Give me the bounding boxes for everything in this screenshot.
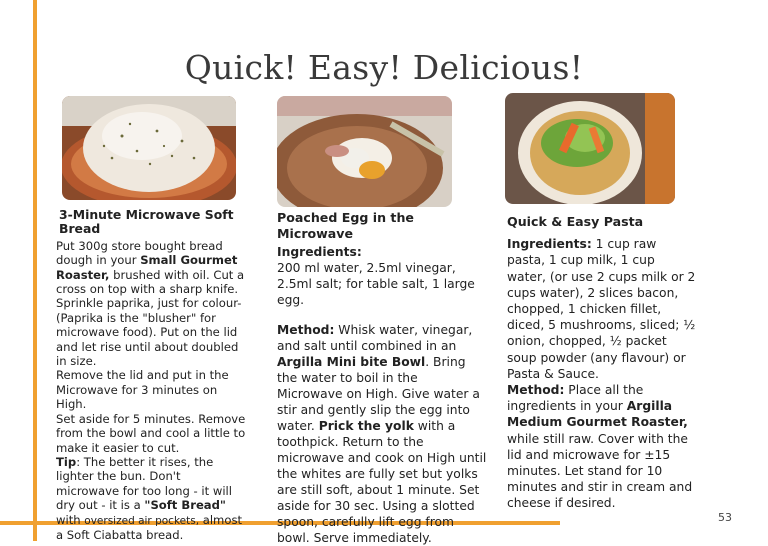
recipe-step: Remove the lid and put in the Microwave for 3 minutes on High. xyxy=(56,368,229,412)
recipe-pasta xyxy=(507,214,697,512)
ingredients-text: 200 ml water, 2.5ml vinegar, 2.5ml salt; for table salt, 1 large egg. xyxy=(277,261,475,307)
ingredients-text: Ingredients: 1 cup raw pasta, 1 cup milk, 1 cup water, (or use 2 cups milk or 2 cups water), 2 slices bacon, chopped, 1 chicken fillet, diced, 5 mushrooms, sliced; ½ onion, chopped, ½ packet soup powder (any flavour) or Pasta & Sauce. xyxy=(507,237,696,381)
page-title: Quick! Easy! Delicious! xyxy=(184,48,584,87)
page-number: 53 xyxy=(718,511,732,524)
recipe-step: Put 300g store bought bread dough in your Small Gourmet Roaster, brushed with oil. Cut a cross on top with a sharp knife. Sprinkle paprika, just for colour- (Paprika is the "blusher" for microwave food). Put on the lid and let rise until about doubled in size. xyxy=(56,238,245,369)
method-text: Method: Place all the ingredients in your Argilla Medium Gourmet Roaster, while still raw. Cover with the lid and microwave for ±15 minutes. Let stand for 10 minutes and stir in cream and cheese if desired. xyxy=(507,383,693,511)
method-text: Method: Whisk water, vinegar, and salt until combined in an Argilla Mini bite Bowl. Bring the water to boil in the Microwave on High. Give water a stir and gently slip the egg into water. Prick the yolk with a toothpick. Return to the microwave and cook on High until the whites are fully set but yolks are still soft, about 1 minute. Set aside for 30 sec. Using a slotted spoon, carefully lift egg from bowl. Serve immediately. xyxy=(277,323,487,545)
recipe-poached-egg xyxy=(277,210,487,546)
recipe-step: Set aside for 5 minutes. Remove from the bowl and cool a little to make it easier to cut. xyxy=(56,411,246,455)
recipe-soft-bread xyxy=(56,208,246,542)
recipe-title: Quick & Easy Pasta xyxy=(507,214,644,229)
bread-photo xyxy=(62,96,236,200)
recipe-title: 3-Minute Microwave Soft Bread xyxy=(59,207,234,237)
poached-egg-photo xyxy=(277,96,452,207)
ingredients-label: Ingredients: xyxy=(277,245,362,259)
pasta-photo xyxy=(505,93,675,204)
recipe-tip: Tip: The better it rises, the lighter the bun. Don't microwave for too long - it will dry out - it is a "Soft Bread" with oversized air pockets, almost a Soft Ciabatta bread. xyxy=(56,454,243,542)
recipe-title: Poached Egg in the Microwave xyxy=(277,210,414,241)
